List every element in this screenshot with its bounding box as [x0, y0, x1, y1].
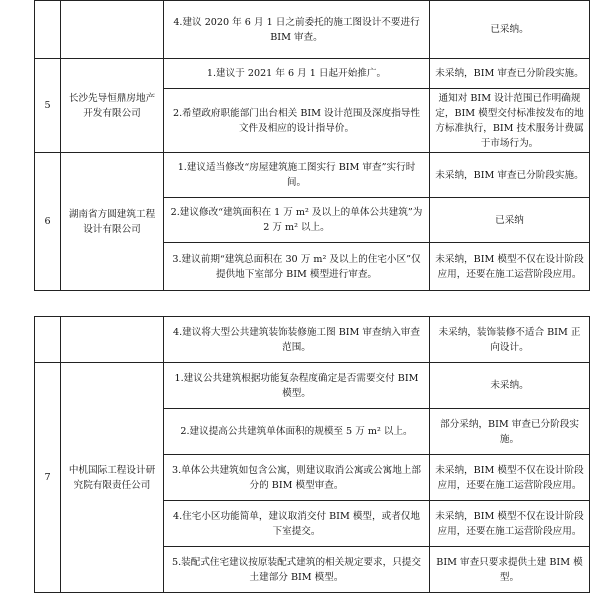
- suggestion-text: 1.建议公共建筑根据功能复杂程度确定是否需要交付 BIM 模型。: [164, 363, 430, 409]
- response-text: 部分采纳，BIM 审查已分阶段实施。: [430, 409, 590, 455]
- row-number: 6: [35, 153, 61, 291]
- response-text: 未采纳，BIM 模型不仅在设计阶段应用，还要在施工运营阶段应用。: [430, 243, 590, 291]
- suggestion-text: 4.建议将大型公共建筑装饰装修施工图 BIM 审查纳入审查范围。: [164, 317, 430, 363]
- row-number: [35, 317, 61, 363]
- response-text: 已采纳。: [430, 1, 590, 59]
- suggestion-text: 5.装配式住宅建议按原装配式建筑的相关规定要求，只提交土建部分 BIM 模型。: [164, 547, 430, 593]
- response-text: 未采纳，BIM 审查已分阶段实施。: [430, 59, 590, 89]
- suggestion-text: 4.住宅小区功能简单，建议取消交付 BIM 模型，或者仅地下室提交。: [164, 501, 430, 547]
- suggestion-text: 3.单体公共建筑如包含公寓，则建议取消公寓或公寓地上部分的 BIM 模型审查。: [164, 455, 430, 501]
- response-text: 未采纳，装饰装修不适合 BIM 正向设计。: [430, 317, 590, 363]
- row-number: 5: [35, 59, 61, 153]
- response-text: 通知对 BIM 设计范围已作明确规定，BIM 模型交付标准按发布的地方标准执行，BIM 技术服务计费属于市场行为。: [430, 89, 590, 153]
- suggestion-text: 2.建议修改“建筑面积在 1 万 m² 及以上的单体公共建筑”为 2 万 m² 以上。: [164, 198, 430, 243]
- suggestion-text: 3.建议前期“建筑总面积在 30 万 m² 及以上的住宅小区”仅提供地下室部分 BIM 模型进行审查。: [164, 243, 430, 291]
- suggestion-text: 2.建议提高公共建筑单体面积的规模至 5 万 m² 以上。: [164, 409, 430, 455]
- response-text: 未采纳，BIM 审查已分阶段实施。: [430, 153, 590, 198]
- organization-name: [61, 1, 164, 59]
- suggestion-text: 4.建议 2020 年 6 月 1 日之前委托的施工图设计不要进行 BIM 审查。: [164, 1, 430, 59]
- organization-name: 中机国际工程设计研究院有限责任公司: [61, 363, 164, 593]
- feedback-table-lower: [34, 316, 590, 593]
- table-row: [35, 363, 590, 409]
- table-row: [35, 1, 590, 59]
- response-text: BIM 审查只要求提供土建 BIM 模型。: [430, 547, 590, 593]
- table-row: [35, 317, 590, 363]
- feedback-table-upper: [34, 0, 590, 291]
- table-row: [35, 59, 590, 89]
- response-text: 未采纳，BIM 模型不仅在设计阶段应用，还要在施工运营阶段应用。: [430, 501, 590, 547]
- suggestion-text: 1.建议于 2021 年 6 月 1 日起开始推广。: [164, 59, 430, 89]
- row-number: 7: [35, 363, 61, 593]
- organization-name: 湖南省方圆建筑工程设计有限公司: [61, 153, 164, 291]
- suggestion-text: 2.希望政府职能部门出台相关 BIM 设计范围及深度指导性文件及相应的设计指导价。: [164, 89, 430, 153]
- response-text: 已采纳: [430, 198, 590, 243]
- table-row: [35, 153, 590, 198]
- suggestion-text: 1.建议适当修改“房屋建筑施工图实行 BIM 审查”实行时间。: [164, 153, 430, 198]
- response-text: 未采纳，BIM 模型不仅在设计阶段应用，还要在施工运营阶段应用。: [430, 455, 590, 501]
- response-text: 未采纳。: [430, 363, 590, 409]
- organization-name: [61, 317, 164, 363]
- organization-name: 长沙先导恒鼎房地产开发有限公司: [61, 59, 164, 153]
- row-number: [35, 1, 61, 59]
